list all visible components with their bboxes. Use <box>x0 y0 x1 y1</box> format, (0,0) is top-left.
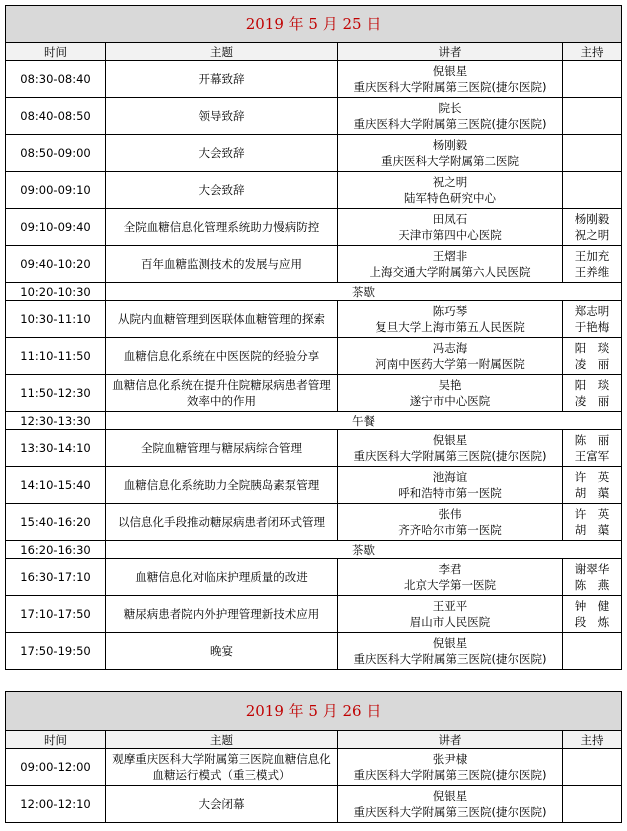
session-topic: 从院内血糖管理到医联体血糖管理的探索 <box>106 301 338 338</box>
speaker-cell <box>338 375 563 412</box>
speaker-name: 冯志海 <box>432 341 468 355</box>
host-name: 陈 燕 <box>574 578 610 592</box>
speaker-affiliation: 重庆医科大学附属第二医院 <box>381 154 519 168</box>
break-label: 茶歇 <box>106 283 622 301</box>
session-time: 08:30-08:40 <box>6 61 106 98</box>
host-cell <box>563 467 622 504</box>
session-row <box>6 135 622 172</box>
date-banner: 2019 年 5 月 25 日 <box>6 6 622 43</box>
session-row <box>6 98 622 135</box>
session-topic: 领导致辞 <box>106 98 338 135</box>
speaker-cell <box>338 749 563 786</box>
session-time: 16:20-16:30 <box>6 541 106 559</box>
speaker-affiliation: 北京大学第一医院 <box>404 578 496 592</box>
speaker-cell <box>338 61 563 98</box>
speaker-affiliation: 呼和浩特市第一医院 <box>398 486 502 500</box>
session-topic: 血糖信息化系统助力全院胰岛素泵管理 <box>106 467 338 504</box>
date-banner-row <box>6 6 622 43</box>
session-time: 12:30-13:30 <box>6 412 106 430</box>
host-cell <box>563 135 622 172</box>
host-name: 陈 丽 <box>574 433 610 447</box>
session-row <box>6 172 622 209</box>
speaker-affiliation: 天津市第四中心医院 <box>398 228 502 242</box>
speaker-affiliation: 重庆医科大学附属第三医院(捷尔医院) <box>353 652 547 666</box>
host-name: 胡 蕖 <box>574 523 610 537</box>
speaker-cell <box>338 559 563 596</box>
host-cell <box>563 596 622 633</box>
speaker-name: 张伟 <box>438 507 462 521</box>
host-name: 王养维 <box>574 265 610 279</box>
date-banner: 2019 年 5 月 26 日 <box>6 692 622 731</box>
host-name: 凌 丽 <box>574 357 610 371</box>
host-cell <box>563 301 622 338</box>
session-row <box>6 596 622 633</box>
session-topic: 全院血糖管理与糖尿病综合管理 <box>106 430 338 467</box>
session-time: 10:30-11:10 <box>6 301 106 338</box>
speaker-name: 王熠非 <box>432 249 468 263</box>
host-cell <box>563 375 622 412</box>
speaker-cell <box>338 172 563 209</box>
host-cell <box>563 172 622 209</box>
session-row <box>6 246 622 283</box>
host-cell <box>563 559 622 596</box>
header-time: 时间 <box>6 43 106 61</box>
session-time: 13:30-14:10 <box>6 430 106 467</box>
session-time: 11:50-12:30 <box>6 375 106 412</box>
speaker-name: 院长 <box>438 101 462 115</box>
host-name: 段 炼 <box>574 615 610 629</box>
speaker-name: 田凤石 <box>432 212 468 226</box>
header-time: 时间 <box>6 731 106 749</box>
session-time: 15:40-16:20 <box>6 504 106 541</box>
speaker-affiliation: 上海交通大学附属第六人民医院 <box>369 265 531 279</box>
session-topic: 血糖信息化对临床护理质量的改进 <box>106 559 338 596</box>
session-row <box>6 209 622 246</box>
host-cell <box>563 786 622 823</box>
host-name: 郑志明 <box>574 304 610 318</box>
session-topic: 大会致辞 <box>106 135 338 172</box>
speaker-cell <box>338 430 563 467</box>
session-row <box>6 61 622 98</box>
session-time: 14:10-15:40 <box>6 467 106 504</box>
session-row <box>6 633 622 670</box>
speaker-affiliation: 眉山市人民医院 <box>409 615 491 629</box>
session-time: 09:00-09:10 <box>6 172 106 209</box>
session-topic: 血糖信息化系统在中医医院的经验分享 <box>106 338 338 375</box>
speaker-name: 杨刚毅 <box>432 138 468 152</box>
host-name: 胡 蕖 <box>574 486 610 500</box>
host-name: 祝之明 <box>574 228 610 242</box>
speaker-affiliation: 陆军特色研究中心 <box>404 191 496 205</box>
speaker-cell <box>338 633 563 670</box>
speaker-cell <box>338 786 563 823</box>
session-topic: 大会闭幕 <box>106 786 338 823</box>
host-name: 于艳梅 <box>574 320 610 334</box>
speaker-name: 陈巧琴 <box>432 304 468 318</box>
host-name: 钟 健 <box>574 599 610 613</box>
session-time: 16:30-17:10 <box>6 559 106 596</box>
speaker-affiliation: 遂宁市中心医院 <box>409 394 491 408</box>
header-host: 主持 <box>563 731 622 749</box>
break-label: 茶歇 <box>106 541 622 559</box>
speaker-name: 祝之明 <box>432 175 468 189</box>
session-time: 12:00-12:10 <box>6 786 106 823</box>
session-topic: 以信息化手段推动糖尿病患者闭环式管理 <box>106 504 338 541</box>
break-row <box>6 541 622 559</box>
host-name: 王富军 <box>574 449 610 463</box>
host-cell <box>563 633 622 670</box>
speaker-name: 吴艳 <box>438 378 462 392</box>
speaker-affiliation: 重庆医科大学附属第三医院(捷尔医院) <box>353 768 547 782</box>
break-label: 午餐 <box>106 412 622 430</box>
speaker-cell <box>338 98 563 135</box>
host-cell <box>563 246 622 283</box>
header-row <box>6 43 622 61</box>
schedule-table-day2 <box>5 691 622 823</box>
speaker-cell <box>338 246 563 283</box>
session-topic: 血糖信息化系统在提升住院糖尿病患者管理效率中的作用 <box>106 375 338 412</box>
speaker-name: 倪银星 <box>432 636 468 650</box>
session-topic: 晚宴 <box>106 633 338 670</box>
host-name: 凌 丽 <box>574 394 610 408</box>
session-topic: 糖尿病患者院内外护理管理新技术应用 <box>106 596 338 633</box>
speaker-affiliation: 齐齐哈尔市第一医院 <box>398 523 502 537</box>
speaker-name: 池海谊 <box>432 470 468 484</box>
session-row <box>6 559 622 596</box>
session-time: 09:10-09:40 <box>6 209 106 246</box>
host-cell <box>563 209 622 246</box>
header-row <box>6 731 622 749</box>
schedule-table-day1 <box>5 5 622 670</box>
speaker-affiliation: 复旦大学上海市第五人民医院 <box>375 320 525 334</box>
session-time: 08:50-09:00 <box>6 135 106 172</box>
session-topic: 开幕致辞 <box>106 61 338 98</box>
session-time: 17:50-19:50 <box>6 633 106 670</box>
host-cell <box>563 98 622 135</box>
speaker-affiliation: 重庆医科大学附属第三医院(捷尔医院) <box>353 117 547 131</box>
host-name: 许 英 <box>574 470 610 484</box>
session-row <box>6 375 622 412</box>
header-speaker: 讲者 <box>338 731 563 749</box>
speaker-cell <box>338 135 563 172</box>
host-cell <box>563 338 622 375</box>
speaker-name: 张尹棣 <box>432 752 468 766</box>
host-name: 许 英 <box>574 507 610 521</box>
speaker-name: 倪银星 <box>432 789 468 803</box>
speaker-cell <box>338 596 563 633</box>
session-row <box>6 786 622 823</box>
session-time: 11:10-11:50 <box>6 338 106 375</box>
session-time: 09:00-12:00 <box>6 749 106 786</box>
speaker-cell <box>338 301 563 338</box>
session-topic: 观摩重庆医科大学附属第三医院血糖信息化血糖运行模式（重三模式） <box>106 749 338 786</box>
date-banner-row <box>6 692 622 731</box>
speaker-name: 倪银星 <box>432 64 468 78</box>
header-topic: 主题 <box>106 731 338 749</box>
speaker-cell <box>338 209 563 246</box>
speaker-affiliation: 重庆医科大学附属第三医院(捷尔医院) <box>353 80 547 94</box>
host-name: 杨刚毅 <box>574 212 610 226</box>
break-row <box>6 283 622 301</box>
host-cell <box>563 61 622 98</box>
header-speaker: 讲者 <box>338 43 563 61</box>
speaker-cell <box>338 338 563 375</box>
speaker-affiliation: 河南中医药大学第一附属医院 <box>375 357 525 371</box>
session-row <box>6 749 622 786</box>
session-row <box>6 467 622 504</box>
speaker-name: 王亚平 <box>432 599 468 613</box>
speaker-cell <box>338 504 563 541</box>
host-name: 阳 琰 <box>574 341 610 355</box>
host-cell <box>563 504 622 541</box>
host-cell <box>563 430 622 467</box>
host-name: 阳 琰 <box>574 378 610 392</box>
header-topic: 主题 <box>106 43 338 61</box>
session-row <box>6 430 622 467</box>
header-host: 主持 <box>563 43 622 61</box>
session-time: 09:40-10:20 <box>6 246 106 283</box>
session-time: 08:40-08:50 <box>6 98 106 135</box>
session-topic: 百年血糖监测技术的发展与应用 <box>106 246 338 283</box>
speaker-cell <box>338 467 563 504</box>
host-name: 谢翠华 <box>574 562 610 576</box>
session-topic: 全院血糖信息化管理系统助力慢病防控 <box>106 209 338 246</box>
session-time: 17:10-17:50 <box>6 596 106 633</box>
break-row <box>6 412 622 430</box>
speaker-affiliation: 重庆医科大学附属第三医院(捷尔医院) <box>353 805 547 819</box>
session-row <box>6 504 622 541</box>
speaker-affiliation: 重庆医科大学附属第三医院(捷尔医院) <box>353 449 547 463</box>
speaker-name: 倪银星 <box>432 433 468 447</box>
session-time: 10:20-10:30 <box>6 283 106 301</box>
session-row <box>6 301 622 338</box>
session-row <box>6 338 622 375</box>
host-name: 王加充 <box>574 249 610 263</box>
session-topic: 大会致辞 <box>106 172 338 209</box>
speaker-name: 李君 <box>438 562 462 576</box>
host-cell <box>563 749 622 786</box>
